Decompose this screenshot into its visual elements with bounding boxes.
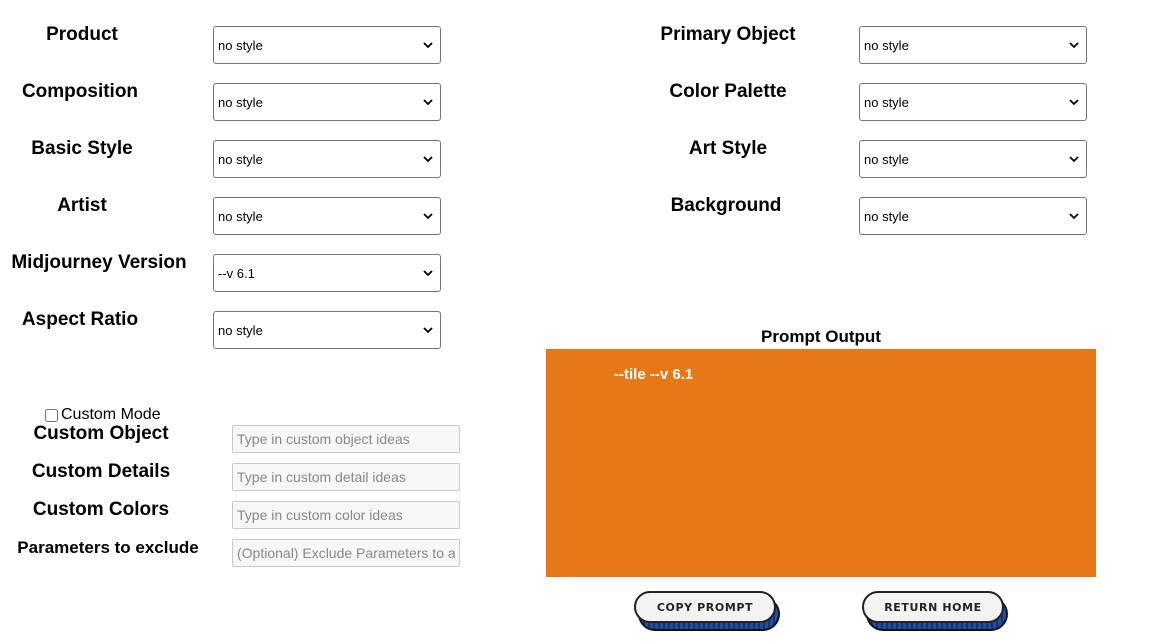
chevron-down-icon	[1068, 96, 1080, 108]
art-style-select-value: no style	[864, 152, 909, 167]
basic-style-select[interactable]	[213, 140, 441, 178]
composition-label: Composition	[21, 81, 139, 102]
copy-prompt-button-label: COPY PROMPT	[634, 591, 776, 623]
chevron-down-icon	[422, 267, 434, 279]
background-label: Background	[670, 195, 782, 216]
primary-object-select[interactable]	[859, 26, 1087, 64]
aspect-ratio-select-value: no style	[218, 323, 263, 338]
parameters-exclude-label: Parameters to exclude	[17, 538, 199, 557]
custom-details-label: Custom Details	[31, 461, 171, 482]
background-select-value: no style	[864, 209, 909, 224]
chevron-down-icon	[422, 39, 434, 51]
prompt-output-title: Prompt Output	[761, 327, 881, 346]
prompt-output-box	[546, 349, 1096, 577]
artist-label: Artist	[57, 195, 107, 216]
aspect-ratio-label: Aspect Ratio	[21, 309, 139, 330]
basic-style-select-value: no style	[218, 152, 263, 167]
chevron-down-icon	[422, 153, 434, 165]
midjourney-version-select[interactable]	[213, 254, 441, 292]
midjourney-version-label: Midjourney Version	[11, 252, 187, 273]
art-style-select[interactable]	[859, 140, 1087, 178]
primary-object-select-value: no style	[864, 38, 909, 53]
chevron-down-icon	[1068, 153, 1080, 165]
parameters-exclude-input[interactable]	[232, 539, 460, 567]
chevron-down-icon	[422, 324, 434, 336]
custom-colors-label: Custom Colors	[32, 499, 170, 520]
copy-prompt-button[interactable]	[634, 591, 780, 631]
color-palette-select-value: no style	[864, 95, 909, 110]
chevron-down-icon	[1068, 210, 1080, 222]
return-home-button[interactable]	[862, 591, 1008, 631]
custom-object-label: Custom Object	[33, 423, 169, 444]
midjourney-version-select-value: --v 6.1	[218, 266, 255, 281]
chevron-down-icon	[1068, 39, 1080, 51]
product-label: Product	[46, 24, 118, 45]
chevron-down-icon	[422, 96, 434, 108]
artist-select[interactable]	[213, 197, 441, 235]
composition-select[interactable]	[213, 83, 441, 121]
custom-mode-label: Custom Mode	[61, 406, 161, 423]
product-select-value: no style	[218, 38, 263, 53]
basic-style-label: Basic Style	[31, 138, 133, 159]
background-select[interactable]	[859, 197, 1087, 235]
chevron-down-icon	[422, 210, 434, 222]
custom-details-input[interactable]	[232, 463, 460, 491]
art-style-label: Art Style	[688, 138, 768, 159]
custom-mode-toggle[interactable]	[45, 406, 161, 424]
primary-object-label: Primary Object	[660, 24, 796, 45]
custom-colors-input[interactable]	[232, 501, 460, 529]
artist-select-value: no style	[218, 209, 263, 224]
product-select[interactable]	[213, 26, 441, 64]
color-palette-label: Color Palette	[669, 81, 787, 102]
composition-select-value: no style	[218, 95, 263, 110]
prompt-output-text: --tile --v 6.1	[614, 366, 694, 383]
return-home-button-label: RETURN HOME	[862, 591, 1004, 623]
custom-object-input[interactable]	[232, 425, 460, 453]
aspect-ratio-select[interactable]	[213, 311, 441, 349]
custom-mode-checkbox[interactable]	[45, 409, 58, 422]
color-palette-select[interactable]	[859, 83, 1087, 121]
